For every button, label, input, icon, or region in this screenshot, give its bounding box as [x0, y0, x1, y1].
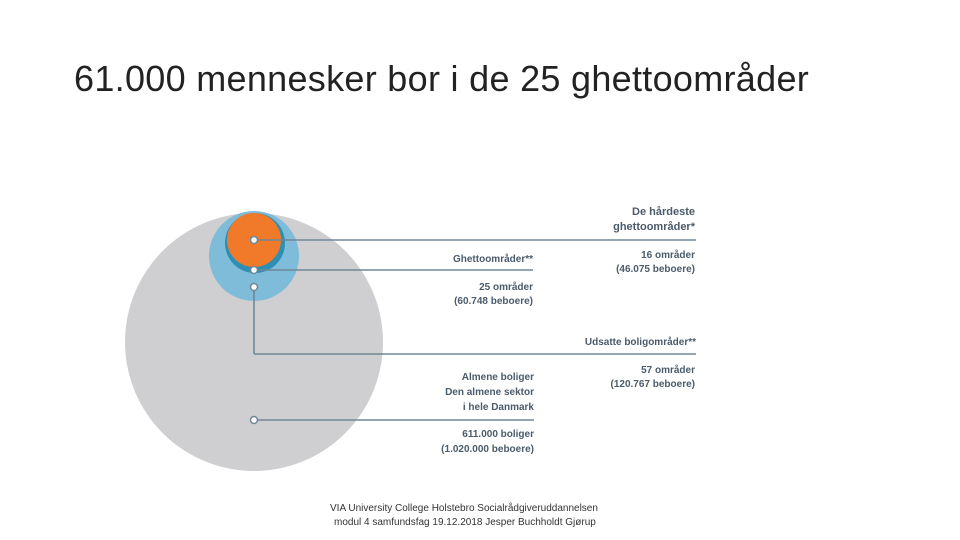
label-ghetto-count: 25 områder — [479, 282, 533, 293]
label-vulnerable-count: 57 områder — [641, 365, 695, 376]
marker-dot-hardest — [251, 237, 258, 244]
label-ghetto-residents: (60.748 beboere) — [454, 296, 533, 307]
label-hardest-residents: (46.075 beboere) — [616, 264, 695, 275]
slide-title: 61.000 mennesker bor i de 25 ghettoområder — [74, 58, 810, 99]
label-public-name-3: i hele Danmark — [462, 402, 534, 413]
label-vulnerable-residents: (120.767 beboere) — [610, 379, 695, 390]
footer-line-1: VIA University College Holstebro Socialrådgiveruddannelsen — [330, 503, 598, 514]
label-hardest-name-2: ghettoområder* — [613, 221, 695, 233]
label-hardest-count: 16 områder — [641, 250, 695, 261]
label-public-name-2: Den almene sektor — [445, 387, 534, 398]
footer — [330, 502, 640, 530]
marker-dot-public — [251, 417, 258, 424]
marker-dot-vulnerable — [251, 284, 258, 291]
label-ghetto-name: Ghettoområder** — [452, 254, 533, 265]
label-public-count: 611.000 boliger — [462, 429, 534, 440]
label-vulnerable-name: Udsatte boligområder** — [584, 337, 696, 348]
label-hardest-name-1: De hårdeste — [632, 206, 695, 218]
label-public-name-1: Almene boliger — [461, 372, 534, 383]
label-public-residents: (1.020.000 beboere) — [441, 444, 534, 455]
footer-line-2: modul 4 samfundsfag 19.12.2018 Jesper Buchholdt Gjørup — [334, 517, 596, 528]
marker-dot-ghetto — [251, 267, 258, 274]
